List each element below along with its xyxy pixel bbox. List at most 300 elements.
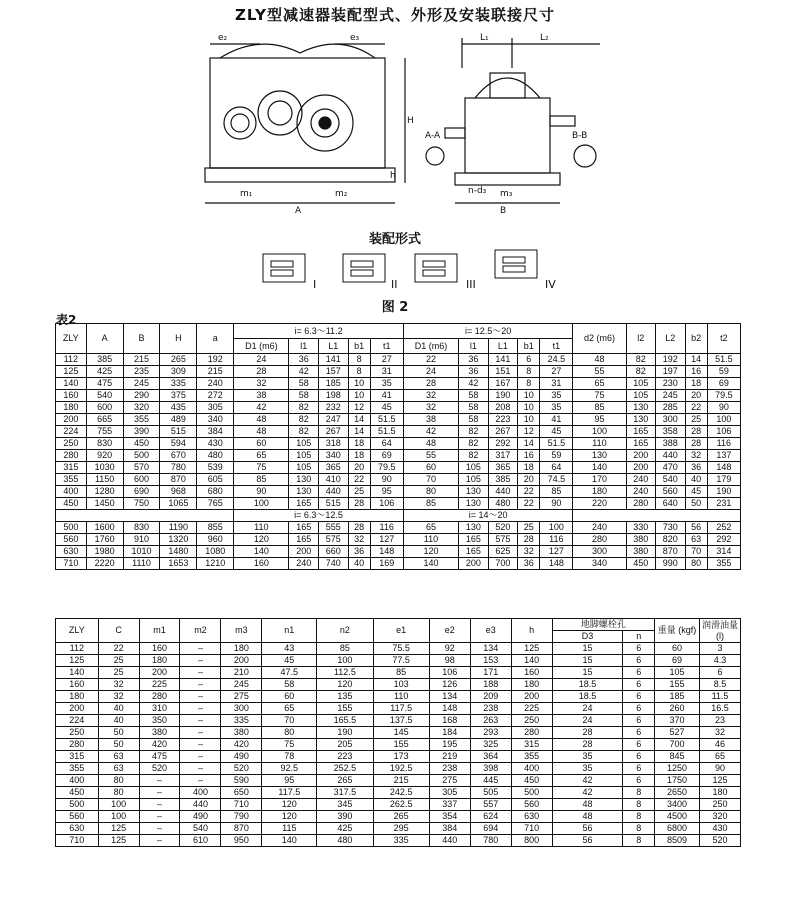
table-cell: 190: [707, 486, 740, 498]
table-cell: 527: [655, 727, 700, 739]
table-cell: 624: [470, 811, 511, 823]
table-cell: 500: [56, 799, 99, 811]
t2-h-e1: e1: [373, 619, 429, 643]
t2-h-n2: n2: [317, 619, 373, 643]
table-cell: 15: [552, 643, 623, 655]
table-cell: 22: [403, 354, 458, 366]
table-cell: 315: [56, 751, 99, 763]
table-cell: 80: [685, 558, 707, 570]
table-cell: 63: [685, 534, 707, 546]
table-cell: 1980: [86, 546, 123, 558]
table-cell: 24: [552, 703, 623, 715]
table-cell: 2650: [655, 787, 700, 799]
table-cell: –: [180, 703, 221, 715]
table-cell: 165: [289, 498, 319, 510]
table-cell: 390: [317, 811, 373, 823]
table-cell: 215: [197, 366, 234, 378]
table-row: [56, 546, 741, 558]
table-cell: 25: [518, 522, 540, 534]
table-cell: 135: [317, 691, 373, 703]
table-cell: 375: [160, 390, 197, 402]
t1-h-L1a: L1: [319, 339, 349, 354]
table-cell: 160: [56, 679, 99, 691]
table-cell: 208: [488, 402, 518, 414]
table-row: [56, 390, 741, 402]
table-cell: 51.5: [707, 354, 740, 366]
table-cell: 155: [317, 703, 373, 715]
table-cell: 95: [262, 775, 317, 787]
table-cell: 1320: [160, 534, 197, 546]
table-cell: 340: [197, 414, 234, 426]
table-cell: 65: [700, 751, 741, 763]
table-cell: 870: [656, 546, 686, 558]
table-cell: 82: [289, 414, 319, 426]
table-cell: 293: [470, 727, 511, 739]
table-cell: 155: [655, 679, 700, 691]
table-cell: 231: [707, 498, 740, 510]
table-cell: 247: [319, 414, 349, 426]
table-cell: 27: [540, 366, 573, 378]
table-cell: 130: [573, 450, 626, 462]
table-cell: 27: [370, 354, 403, 366]
table-cell: 16.5: [700, 703, 741, 715]
table-cell: 425: [86, 366, 123, 378]
table-cell: 25: [98, 655, 139, 667]
table-cell: 450: [56, 498, 87, 510]
table-cell: 410: [319, 474, 349, 486]
table-cell: 75: [573, 390, 626, 402]
table-cell: 140: [573, 462, 626, 474]
table-cell: 354: [429, 811, 470, 823]
table-row: [56, 739, 741, 751]
table-cell: 70: [262, 715, 317, 727]
table-cell: 197: [656, 366, 686, 378]
table-cell: 335: [373, 835, 429, 847]
table-cell: 105: [626, 378, 656, 390]
table-cell: 265: [317, 775, 373, 787]
table-cell: 100: [98, 811, 139, 823]
table-cell: 224: [56, 426, 87, 438]
label-A: A: [295, 206, 302, 216]
table-cell: 245: [123, 378, 160, 390]
table-cell: 110: [403, 534, 458, 546]
table-cell: –: [139, 775, 180, 787]
table-cell: 560: [656, 486, 686, 498]
table-cell: 151: [488, 366, 518, 378]
t1-h-L1b: L1: [488, 339, 518, 354]
table-cell: 700: [655, 739, 700, 751]
t1-h-b1b: b1: [518, 339, 540, 354]
table-cell: 6: [623, 751, 655, 763]
table-cell: 157: [319, 366, 349, 378]
table-cell: 24: [403, 366, 458, 378]
table-cell: 82: [289, 426, 319, 438]
label-B: B: [500, 206, 507, 216]
table-cell: 355: [123, 414, 160, 426]
table-cell: 380: [221, 727, 262, 739]
table-cell: 110: [373, 691, 429, 703]
table-cell: 48: [403, 438, 458, 450]
table-cell: 50: [685, 498, 707, 510]
table-cell: 36: [518, 558, 540, 570]
table-cell: 265: [160, 354, 197, 366]
table-cell: 165: [459, 546, 489, 558]
table-cell: 8: [348, 366, 370, 378]
table-cell: 440: [180, 799, 221, 811]
table-cell: 105: [289, 462, 319, 474]
table-cell: 41: [370, 390, 403, 402]
table-cell: 245: [221, 679, 262, 691]
table-row: [56, 534, 741, 546]
table-cell: 125: [98, 823, 139, 835]
table-cell: 56: [552, 823, 623, 835]
table-cell: 46: [700, 739, 741, 751]
table-cell: 470: [656, 462, 686, 474]
table-cell: 130: [289, 474, 319, 486]
table-cell: 60: [655, 643, 700, 655]
table-cell: 85: [317, 643, 373, 655]
table-cell: 200: [56, 414, 87, 426]
table-cell: 600: [86, 402, 123, 414]
t2-h-oil: 润滑油量 (l): [700, 619, 741, 643]
table-cell: 22: [98, 643, 139, 655]
table-cell: –: [180, 691, 221, 703]
table-cell: 28: [685, 438, 707, 450]
table-cell: 420: [139, 739, 180, 751]
table-cell: 6: [623, 643, 655, 655]
table-cell: 140: [403, 558, 458, 570]
table-cell: 220: [573, 498, 626, 510]
table-cell: –: [180, 715, 221, 727]
table-cell: 100: [707, 414, 740, 426]
table-cell: 4500: [655, 811, 700, 823]
table-cell: 385: [86, 354, 123, 366]
t1-h-l2: l2: [626, 324, 656, 354]
table-cell: 317.5: [317, 787, 373, 799]
table-cell: 968: [160, 486, 197, 498]
table-cell: 1190: [160, 522, 197, 534]
table-cell: 6: [623, 667, 655, 679]
table-cell: 12: [518, 426, 540, 438]
label-m2: m₂: [335, 189, 348, 199]
front-view-cover: [220, 44, 375, 58]
table-cell: 380: [139, 727, 180, 739]
table-cell: 155: [373, 739, 429, 751]
table-cell: 58: [459, 414, 489, 426]
table-cell: 870: [160, 474, 197, 486]
table-cell: 45: [685, 486, 707, 498]
table-cell: 63: [98, 751, 139, 763]
page-title: ZLY型减速器装配型式、外形及安装联接尺寸: [235, 6, 555, 24]
table-cell: 160: [234, 558, 289, 570]
table-row: [56, 835, 741, 847]
table-cell: 80: [98, 775, 139, 787]
table-cell: 50: [98, 727, 139, 739]
table-cell: 1250: [655, 763, 700, 775]
table-cell: 22: [685, 402, 707, 414]
table-cell: –: [180, 763, 221, 775]
table-cell: 16: [685, 366, 707, 378]
table-row: [56, 811, 741, 823]
dimension-table-1: [55, 323, 741, 570]
table-cell: 515: [160, 426, 197, 438]
table-cell: 750: [123, 498, 160, 510]
table-cell: 200: [626, 450, 656, 462]
table-cell: 165.5: [317, 715, 373, 727]
table-cell: 275: [221, 691, 262, 703]
table-row: [56, 763, 741, 775]
table-cell: 209: [470, 691, 511, 703]
table-cell: –: [180, 751, 221, 763]
table-cell: 75.5: [373, 643, 429, 655]
table-cell: 170: [573, 474, 626, 486]
table-row: [56, 751, 741, 763]
table-cell: 240: [197, 378, 234, 390]
table-cell: 28: [234, 366, 289, 378]
table-cell: 355: [56, 474, 87, 486]
t2-h-weight: 重量 (kgf): [655, 619, 700, 643]
table-cell: –: [180, 667, 221, 679]
table-cell: 25: [685, 414, 707, 426]
table-cell: 31: [540, 378, 573, 390]
table-cell: 350: [139, 715, 180, 727]
table-cell: 335: [160, 378, 197, 390]
label-h: h: [390, 171, 396, 181]
table-cell: 100: [573, 426, 626, 438]
table-cell: 98: [429, 655, 470, 667]
table-cell: 82: [459, 426, 489, 438]
table-cell: 10: [518, 414, 540, 426]
table-cell: 40: [98, 703, 139, 715]
table-cell: –: [139, 787, 180, 799]
t2-h-h: h: [511, 619, 552, 643]
table-row: [56, 366, 741, 378]
table-cell: 380: [626, 534, 656, 546]
label-e3: e₃: [350, 33, 360, 43]
table-cell: 490: [221, 751, 262, 763]
table-cell: 74.5: [540, 474, 573, 486]
table-cell: 47.5: [262, 667, 317, 679]
table-cell: 605: [197, 474, 234, 486]
table-cell: 215: [123, 354, 160, 366]
table-cell: 710: [511, 823, 552, 835]
table-cell: 58: [262, 679, 317, 691]
table-cell: 24: [552, 715, 623, 727]
table-cell: 48: [552, 811, 623, 823]
table-cell: 120: [262, 799, 317, 811]
table-cell: 200: [289, 546, 319, 558]
table-cell: 140: [234, 546, 289, 558]
t1-h-L2: L2: [656, 324, 686, 354]
table-cell: 320: [700, 811, 741, 823]
table-cell: 330: [626, 522, 656, 534]
t1-h-b2: b2: [685, 324, 707, 354]
mode-IV: IV: [545, 278, 556, 291]
table-cell: 165: [289, 522, 319, 534]
table-cell: 355: [56, 763, 99, 775]
label-e2: e₂: [218, 33, 228, 43]
table-cell: 28: [685, 426, 707, 438]
table-cell: 18: [685, 378, 707, 390]
mode-I: I: [313, 278, 317, 291]
table-cell: 295: [373, 823, 429, 835]
table-cell: 24: [234, 354, 289, 366]
front-view-body: [210, 58, 385, 168]
table-cell: 25: [348, 486, 370, 498]
table-cell: 43: [262, 643, 317, 655]
table-cell: 56: [552, 835, 623, 847]
table-cell: 80: [98, 787, 139, 799]
table-cell: 69: [655, 655, 700, 667]
table-cell: 32: [348, 534, 370, 546]
table-cell: 28: [348, 498, 370, 510]
table-cell: 125: [98, 835, 139, 847]
table-cell: –: [139, 823, 180, 835]
table-cell: 179: [707, 474, 740, 486]
table-cell: 11.5: [700, 691, 741, 703]
table-label: 表2: [56, 313, 77, 327]
table-cell: 710: [221, 799, 262, 811]
table-cell: 440: [429, 835, 470, 847]
table-cell: 710: [56, 835, 99, 847]
table-cell: 85: [373, 667, 429, 679]
table-cell: 630: [511, 811, 552, 823]
table-cell: 337: [429, 799, 470, 811]
table-cell: 41: [540, 414, 573, 426]
table-cell: 18.5: [552, 679, 623, 691]
table-cell: 28: [552, 739, 623, 751]
table-cell: 630: [56, 823, 99, 835]
table-cell: 242.5: [373, 787, 429, 799]
table-cell: 1080: [197, 546, 234, 558]
table-cell: 280: [56, 450, 87, 462]
table-cell: 100: [234, 498, 289, 510]
table-cell: 245: [656, 390, 686, 402]
table-cell: 230: [656, 378, 686, 390]
table-cell: 32: [403, 390, 458, 402]
table-cell: 500: [56, 522, 87, 534]
table-row: [56, 727, 741, 739]
table-cell: 755: [86, 426, 123, 438]
table-cell: –: [180, 655, 221, 667]
table-cell: 820: [656, 534, 686, 546]
table-cell: 490: [180, 811, 221, 823]
table-cell: 8: [623, 823, 655, 835]
table-cell: 106: [707, 426, 740, 438]
table-cell: 32: [700, 727, 741, 739]
table-cell: 250: [700, 799, 741, 811]
table-cell: 6: [623, 715, 655, 727]
table-cell: 85: [540, 486, 573, 498]
table-cell: 440: [656, 450, 686, 462]
table-cell: 557: [470, 799, 511, 811]
table-row: [56, 799, 741, 811]
label-L2: L₂: [540, 33, 549, 43]
table-row: [56, 703, 741, 715]
table-cell: 25: [98, 667, 139, 679]
t2-h-C: C: [98, 619, 139, 643]
table-cell: 680: [197, 486, 234, 498]
table-cell: 18: [348, 450, 370, 462]
table-cell: 280: [56, 739, 99, 751]
t1-h-A: A: [86, 324, 123, 354]
label-AA: A-A: [425, 131, 441, 141]
table-cell: 425: [317, 823, 373, 835]
table-cell: 90: [540, 498, 573, 510]
table-cell: 6: [623, 703, 655, 715]
table-cell: 640: [656, 498, 686, 510]
table-cell: 575: [488, 534, 518, 546]
t1-group-3: i= 6.3～12.5: [234, 510, 404, 522]
t1-group-4: i= 14～20: [403, 510, 573, 522]
table-cell: 126: [429, 679, 470, 691]
table-cell: 171: [470, 667, 511, 679]
table-cell: 520: [221, 763, 262, 775]
table-cell: 36: [289, 354, 319, 366]
figure-caption: 图 2: [381, 300, 409, 315]
table-cell: 45: [262, 655, 317, 667]
table-cell: 56: [685, 522, 707, 534]
table-cell: 78: [262, 751, 317, 763]
table-cell: 117.5: [373, 703, 429, 715]
table-cell: 385: [488, 474, 518, 486]
table-cell: –: [139, 835, 180, 847]
table-cell: 625: [488, 546, 518, 558]
table-row: [56, 402, 741, 414]
table-cell: 398: [470, 763, 511, 775]
table-row: [56, 679, 741, 691]
table-cell: 540: [656, 474, 686, 486]
table-cell: 765: [197, 498, 234, 510]
table-cell: 18: [518, 462, 540, 474]
table-cell: 85: [573, 402, 626, 414]
table-cell: 173: [373, 751, 429, 763]
t2-h-m3: m3: [221, 619, 262, 643]
table-cell: 195: [429, 739, 470, 751]
table-cell: 82: [459, 438, 489, 450]
table-cell: 117.5: [262, 787, 317, 799]
reducer-drawing: [200, 28, 620, 218]
table-cell: 450: [511, 775, 552, 787]
table-cell: 315: [56, 462, 87, 474]
table-cell: 165: [626, 426, 656, 438]
table-cell: 75: [262, 739, 317, 751]
table-cell: 250: [56, 727, 99, 739]
table-cell: 65: [403, 522, 458, 534]
table-cell: 300: [573, 546, 626, 558]
table-cell: 140: [56, 378, 87, 390]
table-cell: 65: [262, 703, 317, 715]
table-cell: 660: [319, 546, 349, 558]
table-cell: 148: [540, 558, 573, 570]
table-cell: 365: [488, 462, 518, 474]
table-cell: 340: [573, 558, 626, 570]
table-cell: 38: [234, 390, 289, 402]
t1-body-a: [56, 354, 741, 510]
table-cell: 400: [511, 763, 552, 775]
label-m3: m₃: [500, 189, 513, 199]
table-cell: 60: [403, 462, 458, 474]
table-cell: 190: [317, 727, 373, 739]
table-cell: 232: [319, 402, 349, 414]
table-cell: 40: [348, 558, 370, 570]
table-cell: 300: [221, 703, 262, 715]
t2-h-e2: e2: [429, 619, 470, 643]
table-row: [56, 787, 741, 799]
t1-h-H: H: [160, 324, 197, 354]
table-cell: 200: [221, 655, 262, 667]
table-cell: 18: [348, 438, 370, 450]
